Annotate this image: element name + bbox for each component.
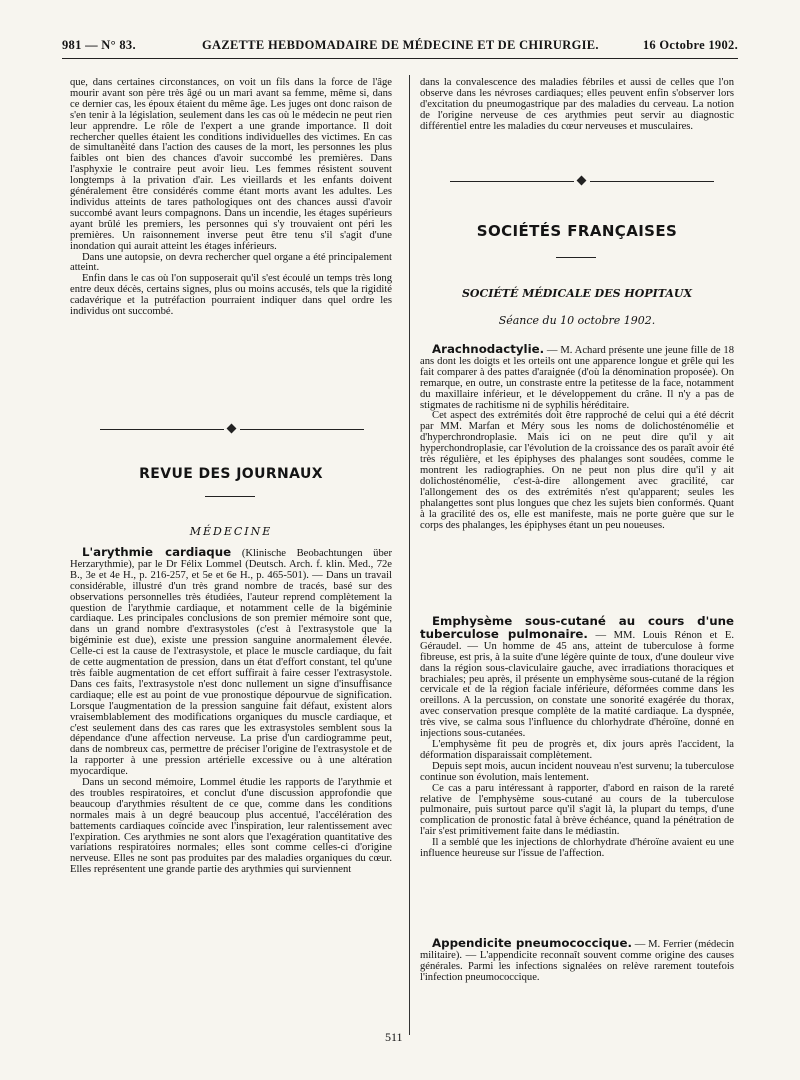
page-number-footer: 511 bbox=[385, 1030, 403, 1044]
section-title-revue: REVUE DES JOURNAUX bbox=[139, 466, 323, 482]
title-rule bbox=[556, 257, 596, 258]
column-divider bbox=[409, 75, 410, 1035]
section-ornament bbox=[450, 177, 714, 187]
paragraph: que, dans certaines circonstances, on voit un fils dans la force de l'âge mourir avant son père très âgé ou un mari avant sa femme, même si, dans ce dernier cas, les époux étaient du même âge. Les juges ont donc raison de s'en tenir à la législation, seulement dans les cas où le médecin ne peut rien leur apprendre. Le rôle de l'expert a une grande importance. Il doit rechercher quelles étaient les conditions individuelles des victimes. En cas de simultanéité dans l'action des causes de la mort, les personnes les plus faibles ont bien des chances d'avoir succombé les premières. Dans l'asphyxie le contraire peut avoir lieu. Les femmes résistent souvent longtemps à la privation d'air. Les vieillards et les enfants doivent généralement être considérés comme étant morts avant les adultes. Les individus atteints de tares pathologiques ont des chances aussi d'avoir succombé avant leurs compagnons. Dans un incendie, les étages supérieurs ayant brûlé les premiers, les personnes qui s'y trouvaient ont péri les premières. Un raisonnement inverse peut être tenu s'il s'agit d'une inondation qui aurait atteint les étages inférieurs. bbox=[70, 77, 392, 252]
paragraph: Il a semblé que les injections de chlorhydrate d'héroïne avaient eu une influence heureuse sur l'issue de l'affection. bbox=[420, 837, 734, 860]
article-lead-arachnodactylie: Arachnodactylie. bbox=[432, 342, 545, 356]
article-text: (Klinische Beobachtungen über Herzarythmie), par le Dr Félix Lommel (Deutsch. Arch. f. klin. Med., 72e B., 3e et 4e H., p. 216-257, et 5e et 6e H., p. 465-501). — Dans un travail considérable, illustré d'un très grand nombre de tracés, basé sur des observations personnelles très étudiées, l'auteur reprend complètement la question de l'arythmie cardiaque, et notamment celle de la bigéminie cardiaque. Les principales conclusions de son premier mémoire sont que, dans un grand nombre d'extrasystoles (c'est à l'extrasystole que la bigéminie est due), existe une pression sanguine anormalement élevée. Celle-ci est la cause de l'extrasystole, et place le muscle cardiaque, du fait de cette augmentation de pression, dans un état d'effort constant, tel qu'une très faible augmentation de cet effort suffirait à faire cesser l'extrasystole. Dans ces faits, l'extrasystole n'est donc nullement un signe d'insuffisance cardiaque; elle est au point de vue pronostique dépourvue de signification. Lorsque l'augmentation de la pression sanguine fait défaut, existent alors vraisemblablement des modifications organiques du muscle cardiaque, et c'est seulement dans des cas rares que les extrasystoles semblent sous la dépendance d'une affection nerveuse. La prise d'un cardiogramme peut, dans de nombreux cas, permettre de préciser l'origine de l'extrasystole et de la rapporter à une pression artérielle excessive ou à une altération myocardique. bbox=[70, 548, 392, 778]
journal-title: GAZETTE HEBDOMADAIRE DE MÉDECINE ET DE CHIRURGIE. bbox=[202, 38, 599, 52]
article-text: — MM. Louis Rénon et E. Géraudel. — Un homme de 45 ans, atteint de tuberculose à forme fibreuse, est pris, à la suite d'une légère quinte de toux, d'une douleur vive dans la région sous-claviculaire gauche, avec irradiations thoraciques et brachiales; peu après, il présente un emphysème sous-cutané de la région cervicale et de la région faciale inférieure, déformées comme dans les oreillons. A la percussion, on constate une sonorité exagérée du thorax, avec conservation presque complète de la matité cardiaque. La dyspnée, très vive, se calma sous l'influence du chlorhydrate d'héroïne, donné en injections sous-cutanées. bbox=[420, 629, 734, 740]
section-ornament bbox=[100, 425, 364, 435]
article-appendicite bbox=[420, 938, 734, 984]
paragraph: Dans une autopsie, on devra rechercher quel organe a été principalement atteint. bbox=[70, 251, 392, 274]
paragraph: L'emphysème fit peu de progrès et, dix jours après l'accident, la déformation disparaissait complètement. bbox=[420, 738, 734, 761]
paragraph: Cet aspect des extrémités doit être rapproché de celui qui a été décrit par MM. Marfan et Méry sous les noms de dolichosténomélie et d'hyperchrondroplasie. Mais ici on ne peut dire qu'il y ait hyperchondroplasie, car l'évolution de la croissance des os paraît avoir été très régulière, et les épiphyses des phalanges sont soudées, comme le montrent les radiographies. On ne peut non plus dire qu'il y ait dolichosténomélie, c'est-à-dire allongement avec gracilité, car l'allongement des os des extrémités n'est qu'apparent; seules les phalangettes sont plus longues que chez les sujets bien conformés. Quant à la gracilité des os, elle est manifeste, mais ne porte guère que sur le corps des phalanges, les épiphyses étant un peu noueuses. bbox=[420, 410, 735, 531]
title-rule bbox=[205, 496, 255, 497]
article-arachnodactylie bbox=[420, 344, 734, 531]
article-text: — M. Ferrier (médecin militaire). — L'appendicite reconnaît souvent comme origine des causes générales. Parmi les infections signalées on relève rarement toutefois l'infection pneumococcique. bbox=[420, 939, 735, 983]
article-lead-arythmie: L'arythmie cardiaque bbox=[82, 545, 232, 559]
session-date: Séance du 10 octobre 1902. bbox=[498, 314, 656, 327]
left-article-text bbox=[70, 547, 392, 876]
header-rule bbox=[62, 58, 738, 59]
running-header bbox=[62, 38, 738, 58]
subsection-medecine: MÉDECINE bbox=[189, 525, 273, 538]
section-title-societes: SOCIÉTÉS FRANÇAISES bbox=[476, 222, 678, 240]
issue-date: 16 Octobre 1902. bbox=[642, 38, 738, 52]
paragraph: Depuis sept mois, aucun incident nouveau n'est survenu; la tuberculose continue son évolution, mais lentement. bbox=[420, 760, 734, 783]
paragraph: Ce cas a paru intéressant à rapporter, d'abord en raison de la rareté relative de l'emphysème sous-cutané au cours de la tuberculose pulmonaire, puis surtout parce qu'il s'agit là, la plupart du temps, d'une complication de pronostic fatal à brève échéance, quand la pénétration de l'air s'est primitivement faite dans le médiastin. bbox=[420, 782, 734, 838]
right-top-text bbox=[420, 78, 734, 133]
paragraph: Enfin dans le cas où l'on supposerait qu'il s'est écoulé un temps très long entre deux décès, certains signes, plus ou moins accusés, tels que la rigidité cadavérique et la putréfaction pourraient indiquer dans quel ordre les individus ont succombé. bbox=[70, 273, 392, 318]
article-lead-emphyseme: Emphysème sous-cutané au cours d'une tuberculose pulmonaire. bbox=[420, 614, 734, 641]
paragraph: dans la convalescence des maladies fébriles et aussi de celles que l'on observe dans les névroses cardiaques; elles peuvent enfin s'observer lors d'excitation du pneumogastrique par des maladies du cerveau. La notion de l'origine nerveuse de ces arythmies peut servir au diagnostic différentiel entre les maladies du cœur nerveuses et musculaires. bbox=[420, 77, 734, 132]
paragraph: Dans un second mémoire, Lommel étudie les rapports de l'arythmie et des troubles respiratoires, et conclut d'une discussion approfondie que beaucoup d'arythmies résultent de ce que, comme dans les conditions normales mais à un degré beaucoup plus accentué, l'accélération des battements cardiaques coïncide avec l'inspiration, leur ralentissement avec l'expiration. Ces arythmies ne sont alors que l'exagération quantitative des variations respiratoires normales; elles sont comme celles-ci d'origine nerveuse. Elles ne sont pas produites par des maladies organiques du cœur. Elles représentent une grande partie des arythmies qui surviennent bbox=[70, 777, 392, 876]
left-intro-text bbox=[70, 78, 392, 318]
article-text: — M. Achard présente une jeune fille de 18 ans dont les doigts et les orteils ont une apparence longue et grêle qui les fait comparer à des pattes d'araignée (d'où la dénomination proposée). On remarque, en outre, un constraste entre la petitesse de la face, notamment du maxillaire inférieur, et le développement du crâne. Il n'y a pas de stigmates de rachitisme ni de syphilis héréditaire. bbox=[420, 345, 734, 411]
society-name: SOCIÉTÉ MÉDICALE DES HOPITAUX bbox=[461, 287, 693, 300]
page-number-header: 981 — N° 83. bbox=[62, 38, 136, 52]
article-lead-appendicite: Appendicite pneumococcique. bbox=[432, 936, 632, 950]
article-emphyseme bbox=[420, 616, 734, 860]
